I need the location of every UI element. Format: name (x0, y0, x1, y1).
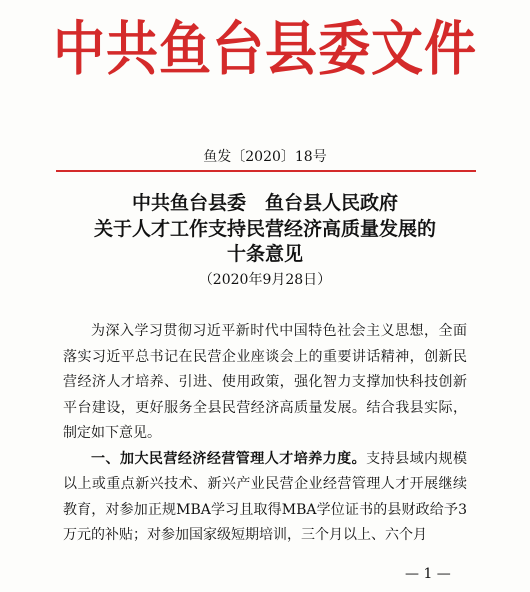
intro-paragraph: 为深入学习贯彻习近平新时代中国特色社会主义思想，全面落实习近平总书记在民营企业座谈会上的重要讲话精神，创新民营经济人才培养、引进、使用政策，强化智力支撑加快科技创新平台建设，更好服务全县民营经济高质量发展。结合我县实际，制定如下意见。 (63, 323, 467, 441)
issue-date: （2020年9月28日） (198, 272, 332, 288)
document-number: 鱼发〔2020〕18号 (203, 149, 327, 165)
document-body (63, 319, 467, 549)
document-masthead: 中共鱼台县委文件 (52, 15, 477, 84)
title-subject-end: 十条意见 (226, 243, 303, 265)
section-1-text: 支持县域内规模以上或重点新兴技术、新兴产业民营企业经营管理人才开展继续教育，对参加正规MBA学习且取得MBA学位证书的县财政给予3万元的补贴；对参加国家级短期培训，三个月以上、六个月 (63, 450, 468, 543)
title-subject: 关于人才工作支持民营经济高质量发展的 (93, 218, 436, 240)
page-number: — 1 — (405, 566, 451, 582)
section-1-heading: 一、加大民营经济经营管理人才培养力度。 (91, 450, 367, 467)
title-issuers: 中共鱼台县委 鱼台县人民政府 (131, 192, 398, 214)
red-divider-line (56, 170, 476, 172)
section-1-paragraph (63, 447, 467, 549)
